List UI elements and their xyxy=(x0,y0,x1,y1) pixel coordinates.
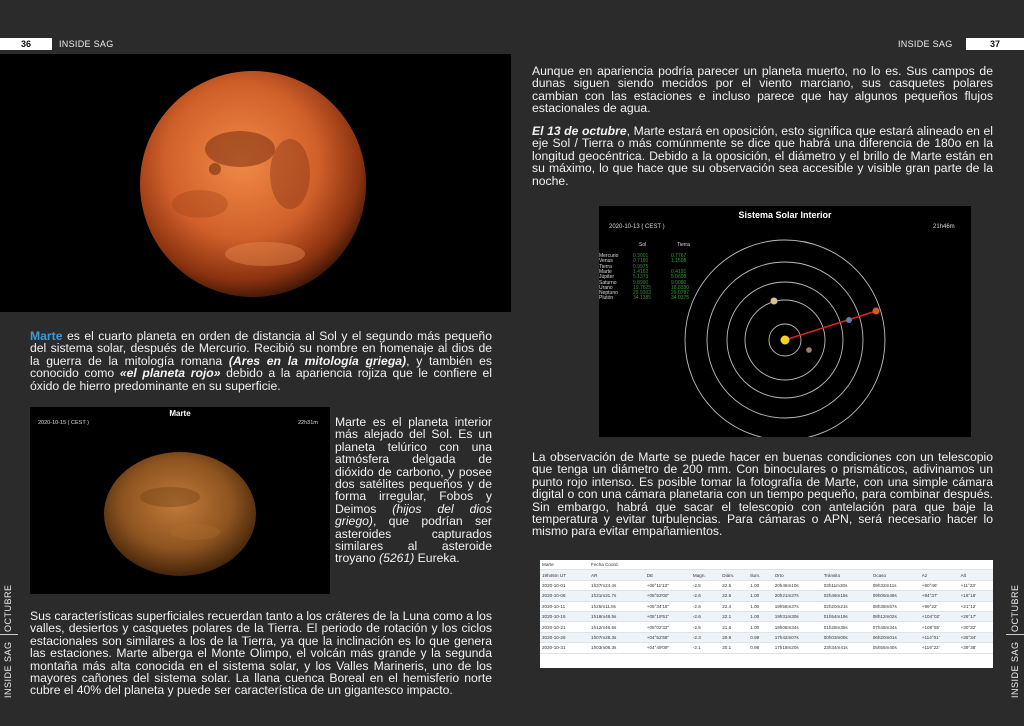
table-cell: 06h20m01s xyxy=(871,632,920,642)
left-page-number: 36 xyxy=(0,38,52,50)
right-text-2: , Marte estará en oposición, esto significa que estará alineado en el eje Sol / Tierra o más comúnmente se dice que habrá una diferencia de 180o en la longitud geocéntrica. Debido a la oposición, el diámetro y el brillo de Marte están en su máximo, lo que hace que su observación sea accesible y visible gran parte de la noche. xyxy=(532,124,993,188)
intro-text-3: debido a la apariencia rojiza que le confiere el óxido de hierro predominante en su superficie. xyxy=(30,366,492,393)
table-cell: 19h56m37s xyxy=(773,601,822,611)
table-cell: 23h34m41s xyxy=(822,643,871,653)
table-cell xyxy=(822,560,871,570)
planet-sol-distance: 0.7190 xyxy=(633,258,649,265)
table-cell: 1h07m28.3s xyxy=(589,632,645,642)
planet-name: Neptuno xyxy=(599,290,618,297)
table-cell: 17h42m07s xyxy=(773,632,822,642)
planet-tierra-distance: 5.0608 xyxy=(671,274,687,281)
intro-text-2: , y también es conocido como xyxy=(30,353,493,381)
table-cell: 17h18m20s xyxy=(773,643,822,653)
table-cell: 2020-10-16 xyxy=(540,611,589,621)
intro-text-1: es el cuarto planeta en orden de distancia al Sol y el segundo más pequeño del sistema solar, después de Mercurio. Recibió su nombre en homenaje al dios de la guerra de la mitología romana xyxy=(30,329,492,368)
right-tab-divider xyxy=(1006,634,1024,635)
table-cell: +05°02'33" xyxy=(645,622,691,632)
planet-sol-distance: 9.8990 xyxy=(633,279,649,286)
table-row xyxy=(540,591,993,601)
mars-sim-time: 22h31m xyxy=(298,420,318,426)
table-cell: Ilum. xyxy=(748,570,772,580)
table-cell: Marte xyxy=(540,560,589,570)
table-cell: +119°22' xyxy=(920,643,959,653)
table-cell xyxy=(773,560,822,570)
solar-system-date: 2020-10-13 ( CEST ) xyxy=(609,224,665,230)
table-cell: Magn. xyxy=(691,570,720,580)
features-text: Sus características superficiales recuerdan tanto a los cráteres de la Luna como a los valles, desiertos y casquetes polares de la Tierra. El periodo de rotación y los ciclos estacionales son similares a los de la Tierra, ya que la inclinación es lo que genera las estaciones. Marte alberga el Monte Olimpo, el volcán más grande y la segunda montaña más alta conocida en el sistema solar, y los Valles Marineris, uno de los mayores cañones del sistema solar. La llana cuenca Boreal en el hemisferio norte cubre el 40% del planeta y puede ser característica de un gigantesco impacto. xyxy=(30,609,493,698)
right-text-1: Aunque en apariencia podría parecer un planeta muerto, no lo es. Sus campos de dunas siguen siendo mecidos por el viento marciano, sus casquetes polares cambian con las estaciones e incluso parece que hay algunos pequeños flujos estacionales de agua. xyxy=(532,64,993,116)
planet-tierra-distance: 18.8330 xyxy=(671,284,690,291)
right-month-label: OCTUBRE xyxy=(1010,584,1020,632)
table-cell: 01h54m19s xyxy=(822,611,871,621)
table-cell: 1h03m08.3s xyxy=(589,643,645,653)
earth-marker xyxy=(846,317,852,323)
table-cell: -2.6 xyxy=(691,591,720,601)
features-paragraph xyxy=(30,610,492,697)
table-cell: 09h32m11s xyxy=(871,580,920,590)
table-cell: +35°34' xyxy=(959,632,993,642)
planet-sol-distance: 0.9975 xyxy=(633,263,649,270)
table-row xyxy=(540,643,993,653)
table-cell: 07h45m34s xyxy=(871,622,920,632)
mars-sim-title: Marte xyxy=(169,409,191,418)
table-header-row xyxy=(540,570,993,580)
table-cell: Orto xyxy=(773,570,822,580)
table-cell: 1.00 xyxy=(748,611,772,621)
table-cell: 01h28m35s xyxy=(822,622,871,632)
planet-name: Plutón xyxy=(599,295,614,302)
left-month-label: OCTUBRE xyxy=(3,584,13,632)
mars-simulation-image xyxy=(30,407,330,594)
planet-tierra-distance: 9.0080 xyxy=(671,279,687,286)
intro-italic-1: (Ares en la mitología griega) xyxy=(228,353,407,368)
right-paragraph-2 xyxy=(532,125,993,187)
table-cell: 19h06m34s xyxy=(773,622,822,632)
side-italic-2: (5261) xyxy=(379,551,415,566)
side-paragraph xyxy=(335,416,492,565)
table-cell: 1h18m48.5s xyxy=(589,611,645,621)
planet-name: Marte xyxy=(599,268,612,275)
side-text-2: , que podrían ser asteroides capturados similares al asteroide troyano xyxy=(335,514,492,566)
table-cell: -2.6 xyxy=(691,611,720,621)
planet-sol-distance: 34.1385 xyxy=(633,295,652,302)
table-row xyxy=(540,580,993,590)
table-cell: 1.00 xyxy=(748,591,772,601)
intro-italic-2: «el planeta rojo» xyxy=(119,366,221,381)
table-cell: 2020-10-31 xyxy=(540,643,589,653)
col-tierra-header: Tierra xyxy=(677,242,690,248)
planet-name: Saturno xyxy=(599,279,617,286)
table-cell xyxy=(720,560,748,570)
planet-sol-distance: 1.4162 xyxy=(633,268,649,275)
table-cell: 1.00 xyxy=(748,601,772,611)
table-row xyxy=(540,632,993,642)
table-row xyxy=(540,611,993,621)
planet-name: Tierra xyxy=(599,263,612,270)
table-cell: Az xyxy=(920,570,959,580)
table-cell: +114°01' xyxy=(920,632,959,642)
table-cell: 2020-10-11 xyxy=(540,601,589,611)
table-cell: 2020-10-06 xyxy=(540,591,589,601)
table-cell xyxy=(691,560,720,570)
table-cell: 1h31m31.7s xyxy=(589,591,645,601)
table-cell: +05°34'18" xyxy=(645,601,691,611)
table-cell: +21°12' xyxy=(959,601,993,611)
table-cell: +39°38' xyxy=(959,643,993,653)
table-cell: 20.9 xyxy=(720,632,748,642)
planet-name: Júpiter xyxy=(599,274,615,281)
left-brand-label: INSIDE SAG xyxy=(3,641,13,698)
side-text-1: Marte es el planeta interior más alejado del Sol. Es un planeta telúrico con una atmósfera delgada de dióxido de carbono, y posee dos satélites pequeños y de forma irregular, Fobos y Deimos xyxy=(335,415,492,516)
planet-sol-distance: 5.1373 xyxy=(633,274,649,281)
table-cell: DE xyxy=(645,570,691,580)
mars-globe-image xyxy=(0,54,511,312)
table-cell: +11°23' xyxy=(959,580,993,590)
table-cell: +04°49'09" xyxy=(645,643,691,653)
solar-system-time: 21h46m xyxy=(933,224,955,230)
planet-tierra-distance: 29.0787 xyxy=(671,290,690,297)
table-cell: 0.98 xyxy=(748,643,772,653)
table-cell: 00h03m00s xyxy=(822,632,871,642)
planet-sol-distance: 19.7625 xyxy=(633,284,652,291)
table-cell: 08h12m02s xyxy=(871,611,920,621)
table-cell: +90°46' xyxy=(920,580,959,590)
sun-marker xyxy=(781,336,790,345)
table-cell: +99°22' xyxy=(920,601,959,611)
planet-sol-distance: 29.9303 xyxy=(633,290,652,297)
table-cell: Tránsito xyxy=(822,570,871,580)
right-section-label: INSIDE SAG xyxy=(898,39,953,49)
table-cell xyxy=(959,560,993,570)
table-cell: 0.99 xyxy=(748,632,772,642)
table-cell: 03h11m30s xyxy=(822,580,871,590)
table-cell: +108°55' xyxy=(920,622,959,632)
table-cell: AR xyxy=(589,570,645,580)
table-cell: 02h20m21s xyxy=(822,601,871,611)
opposition-date: El 13 de octubre xyxy=(532,124,627,138)
side-italic-1: (hijos del dios griego) xyxy=(335,501,492,529)
ephemeris-table xyxy=(540,560,993,668)
table-cell: 1h37m24.4s xyxy=(589,580,645,590)
solar-system-title: Sistema Solar Interior xyxy=(738,210,832,220)
planet-tierra-distance: 0.4191 xyxy=(671,268,687,275)
planet-name: Mercurio xyxy=(599,253,619,259)
table-cell: -2.6 xyxy=(691,601,720,611)
planet-tierra-distance: 1.1508 xyxy=(671,258,687,265)
table-cell: 22.4 xyxy=(720,601,748,611)
mercury-marker xyxy=(806,347,812,353)
right-text-3: La observación de Marte se puede hacer en buenas condiciones con un telescopio que tenga un diámetro de 200 mm. Con binoculares o prismáticos, adivinamos un punto rojo intenso. Es posible tomar la fotografía de Marte, con una simple cámara digital o con una cámara planetaria con un tiempo pequeño, para combinar después. Sin embargo, habrá que sacar el telescopio con antelación para que baje la temperatura y evitar turbulencias. Para cámaras o APN, será necesario hacer lo mismo para evitar empañamientos. xyxy=(532,450,993,539)
side-text-3: Eureka. xyxy=(414,551,460,566)
table-row xyxy=(540,622,993,632)
table-cell: +104°02' xyxy=(920,611,959,621)
right-page-number: 37 xyxy=(966,38,1024,50)
table-header-top xyxy=(540,560,993,570)
intro-paragraph xyxy=(30,330,492,392)
table-cell: 22.5 xyxy=(720,580,748,590)
table-cell: +05°19'51" xyxy=(645,611,691,621)
planet-name: Venus xyxy=(599,258,613,265)
table-cell: 20h46m10s xyxy=(773,580,822,590)
table-cell: 1.00 xyxy=(748,580,772,590)
table-cell: Diám. xyxy=(720,570,748,580)
table-cell: -2.1 xyxy=(691,643,720,653)
table-cell: +16°16' xyxy=(959,591,993,601)
orbit-diagram xyxy=(599,206,971,437)
table-cell xyxy=(748,560,772,570)
table-cell: 19h46m UT xyxy=(540,570,589,580)
table-row xyxy=(540,601,993,611)
mars-photo xyxy=(0,54,511,312)
left-side-tab xyxy=(0,584,18,726)
table-cell: 02h46m15s xyxy=(822,591,871,601)
table-cell: +06°11'13" xyxy=(645,580,691,590)
table-cell: 1h12m46.6s xyxy=(589,622,645,632)
sun-mars-line xyxy=(785,311,876,340)
mars-sim-globe xyxy=(30,407,330,594)
planet-sol-distance: 0.3001 xyxy=(633,253,649,259)
table-cell: Alt xyxy=(959,570,993,580)
table-cell: 09h05m49s xyxy=(871,591,920,601)
table-cell xyxy=(871,560,920,570)
table-cell: 21.6 xyxy=(720,622,748,632)
table-cell: Ocaso xyxy=(871,570,920,580)
table-cell: +30°32' xyxy=(959,622,993,632)
table-cell: 2020-10-21 xyxy=(540,622,589,632)
table-cell: -2.3 xyxy=(691,632,720,642)
table-cell: 22.6 xyxy=(720,591,748,601)
table-cell: -2.5 xyxy=(691,622,720,632)
table-cell: Fecha Coord. xyxy=(589,560,645,570)
right-brand-label: INSIDE SAG xyxy=(1010,641,1020,698)
table-cell: +04°52'58" xyxy=(645,632,691,642)
table-cell: 08h38m57s xyxy=(871,601,920,611)
table-cell: 1h25m11.8s xyxy=(589,601,645,611)
mars-sim-date: 2020-10-15 ( CEST ) xyxy=(38,420,89,426)
table-cell: 20h21m37s xyxy=(773,591,822,601)
table-cell: 19h31m30s xyxy=(773,611,822,621)
solar-system-diagram xyxy=(599,206,971,437)
right-side-tab xyxy=(1006,584,1024,726)
ephemeris-data-table xyxy=(540,560,993,654)
mars-marker xyxy=(873,308,880,315)
planet-tierra-distance: 34.0375 xyxy=(671,295,690,302)
table-cell: +84°37' xyxy=(920,591,959,601)
planet-tierra-distance: 0.7767 xyxy=(671,253,687,259)
table-cell: 2020-10-26 xyxy=(540,632,589,642)
table-cell: -2.5 xyxy=(691,580,720,590)
table-cell: +05°53'00" xyxy=(645,591,691,601)
table-cell xyxy=(645,560,691,570)
table-cell: 2020-10-01 xyxy=(540,580,589,590)
table-cell: 1.00 xyxy=(748,622,772,632)
table-cell: 05h55m40s xyxy=(871,643,920,653)
table-cell: 22.1 xyxy=(720,611,748,621)
table-cell: +26°17' xyxy=(959,611,993,621)
left-section-label: INSIDE SAG xyxy=(59,39,114,49)
right-paragraph-3 xyxy=(532,451,993,538)
planet-name: Urano xyxy=(599,284,613,291)
col-sol-header: Sol xyxy=(639,242,647,248)
table-cell: 20.1 xyxy=(720,643,748,653)
table-cell xyxy=(920,560,959,570)
right-paragraph-1 xyxy=(532,65,993,115)
venus-marker xyxy=(771,298,778,305)
marte-highlight: Marte xyxy=(30,329,63,343)
left-tab-divider xyxy=(0,634,18,635)
